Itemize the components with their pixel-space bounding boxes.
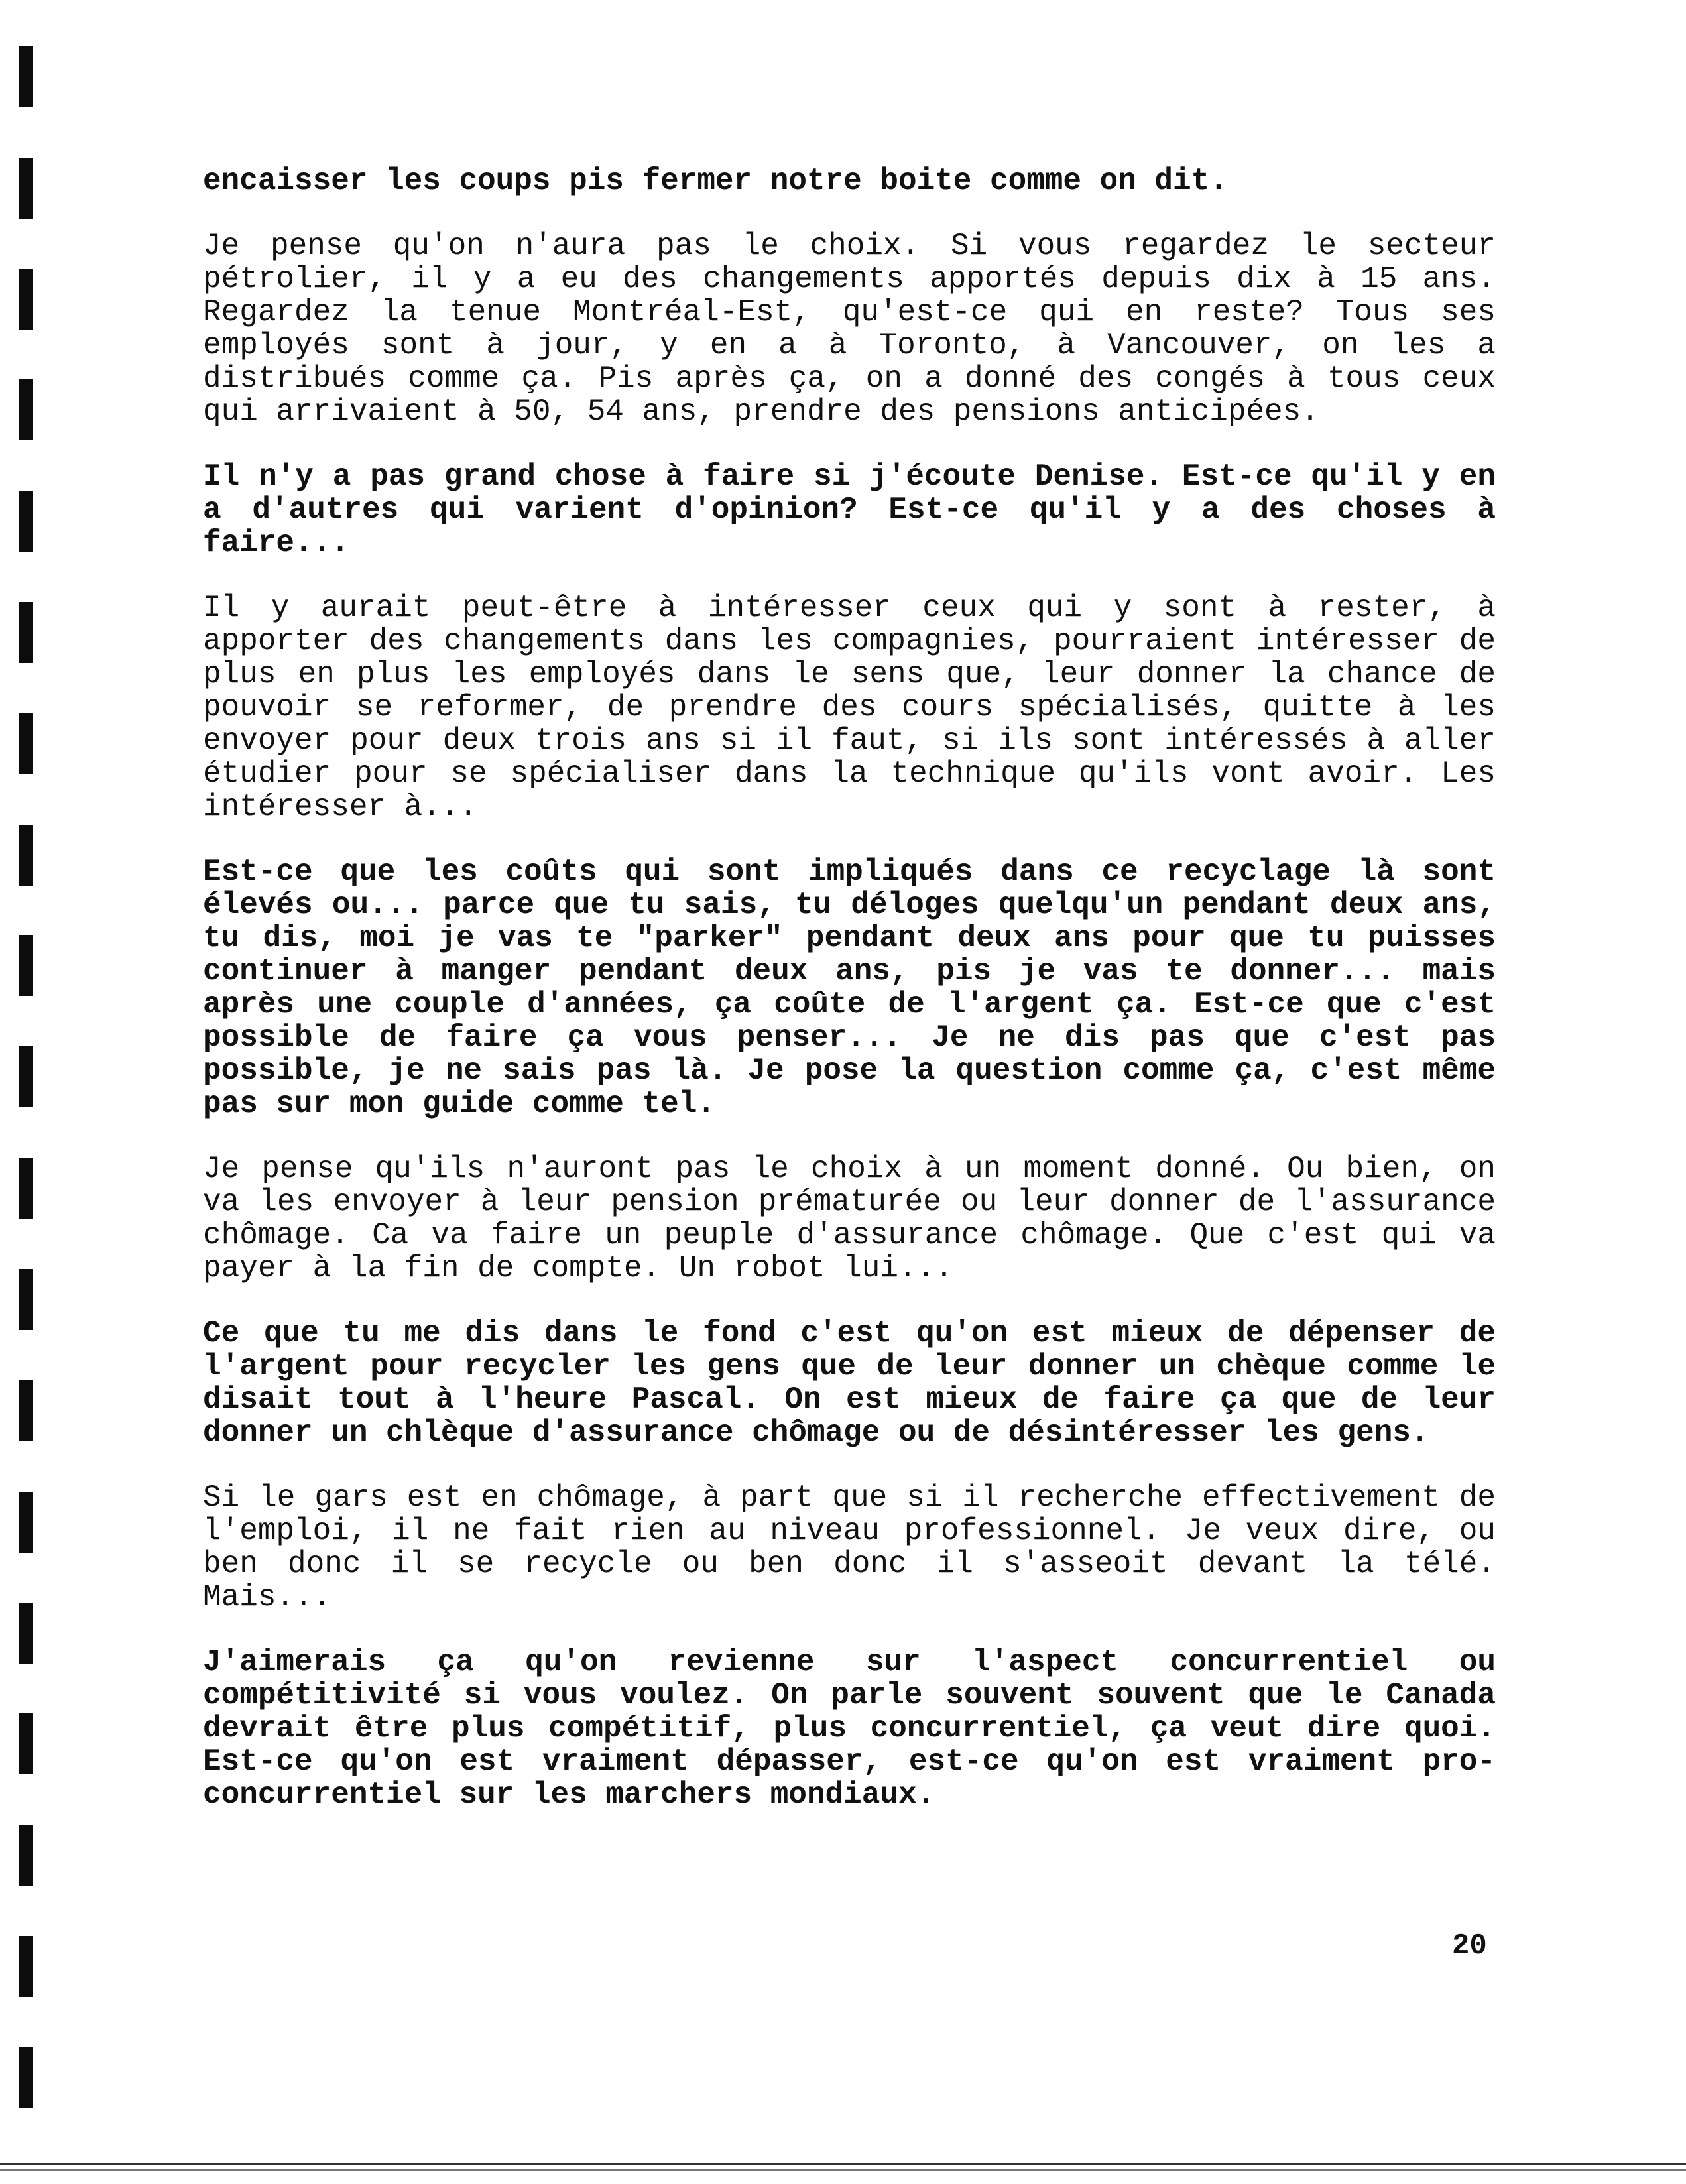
page-number: 20	[1452, 1929, 1487, 1963]
binder-mark	[19, 1603, 33, 1664]
binder-mark	[19, 1046, 33, 1107]
interviewer-paragraph: Il n'y a pas grand chose à faire si j'écoute Denise. Est-ce qu'il y en a d'autres qui varient d'opinion? Est-ce qu'il y a des choses à faire...	[203, 459, 1496, 560]
binder-mark	[19, 825, 33, 886]
participant-paragraph: Je pense qu'ils n'auront pas le choix à un moment donné. Ou bien, on va les envoyer à leur pension prématurée ou leur donner de l'assurance chômage. Ca va faire un peuple d'assurance chômage. Que c'est qui va payer à la fin de compte. Un robot lui...	[203, 1152, 1496, 1286]
binder-mark	[19, 1269, 33, 1330]
transcript-body	[203, 164, 1496, 1843]
binder-mark	[19, 1825, 33, 1886]
bottom-edge-line	[0, 2163, 1686, 2165]
binder-mark	[19, 1713, 33, 1774]
interviewer-paragraph: Est-ce que les coûts qui sont impliqués dans ce recyclage là sont élevés ou... parce que tu sais, tu déloges quelqu'un pendant deux ans, tu dis, moi je vas te "parker" pendant deux ans pour que tu puisses continuer à manger pendant deux ans, pis je vas te donner... mais après une couple d'années, ça coûte de l'argent ça. Est-ce que c'est possible de faire ça vous penser... Je ne dis pas que c'est pas possible, je ne sais pas là. Je pose la question comme ça, c'est même pas sur mon guide comme tel.	[203, 855, 1496, 1121]
binder-mark	[19, 1158, 33, 1219]
binder-mark	[19, 713, 33, 774]
bottom-edge-line	[0, 2169, 1686, 2171]
participant-paragraph: Je pense qu'on n'aura pas le choix. Si vous regardez le secteur pétrolier, il y a eu des changements apportés depuis dix à 15 ans. Regardez la tenue Montréal-Est, qu'est-ce qui en reste? Tous ses employés sont à jour, y en a à Toronto, à Vancouver, on les a distribués comme ça. Pis après ça, on a donné des congés à tous ceux qui arrivaient à 50, 54 ans, prendre des pensions anticipées.	[203, 229, 1496, 429]
participant-paragraph: Si le gars est en chômage, à part que si il recherche effectivement de l'emploi, il ne fait rien au niveau professionnel. Je veux dire, ou ben donc il se recycle ou ben donc il s'asseoit devant la télé. Mais...	[203, 1481, 1496, 1614]
binder-mark	[19, 158, 33, 219]
interviewer-paragraph: encaisser les coups pis fermer notre boite comme on dit.	[203, 164, 1228, 198]
binder-mark	[19, 2047, 33, 2108]
binder-mark	[19, 269, 33, 330]
binder-mark	[19, 935, 33, 996]
binder-mark	[19, 491, 33, 552]
binder-mark	[19, 602, 33, 663]
participant-paragraph: Il y aurait peut-être à intéresser ceux qui y sont à rester, à apporter des changements dans les compagnies, pourraient intéresser de plus en plus les employés dans le sens que, leur donner la chance de pouvoir se reformer, de prendre des cours spécialisés, quitte à les envoyer pour deux trois ans si il faut, si ils sont intéressés à aller étudier pour se spécialiser dans la technique qu'ils vont avoir. Les intéresser à...	[203, 591, 1496, 824]
binder-marks	[19, 0, 38, 2184]
binder-mark	[19, 1936, 33, 1997]
interviewer-paragraph: Ce que tu me dis dans le fond c'est qu'on est mieux de dépenser de l'argent pour recycler les gens que de leur donner un chèque comme le disait tout à l'heure Pascal. On est mieux de faire ça que de leur donner un chlèque d'assurance chômage ou de désintéresser les gens.	[203, 1316, 1496, 1450]
binder-mark	[19, 1380, 33, 1441]
binder-mark	[19, 379, 33, 440]
binder-mark	[19, 1492, 33, 1553]
interviewer-paragraph: J'aimerais ça qu'on revienne sur l'aspect concurrentiel ou compétitivité si vous voulez. On parle souvent souvent que le Canada devrait être plus compétitif, plus concurrentiel, ça veut dire quoi. Est-ce qu'on est vraiment dépasser, est-ce qu'on est vraiment pro-concurrentiel sur les marchers mondiaux.	[203, 1645, 1496, 1812]
binder-mark	[19, 46, 33, 107]
